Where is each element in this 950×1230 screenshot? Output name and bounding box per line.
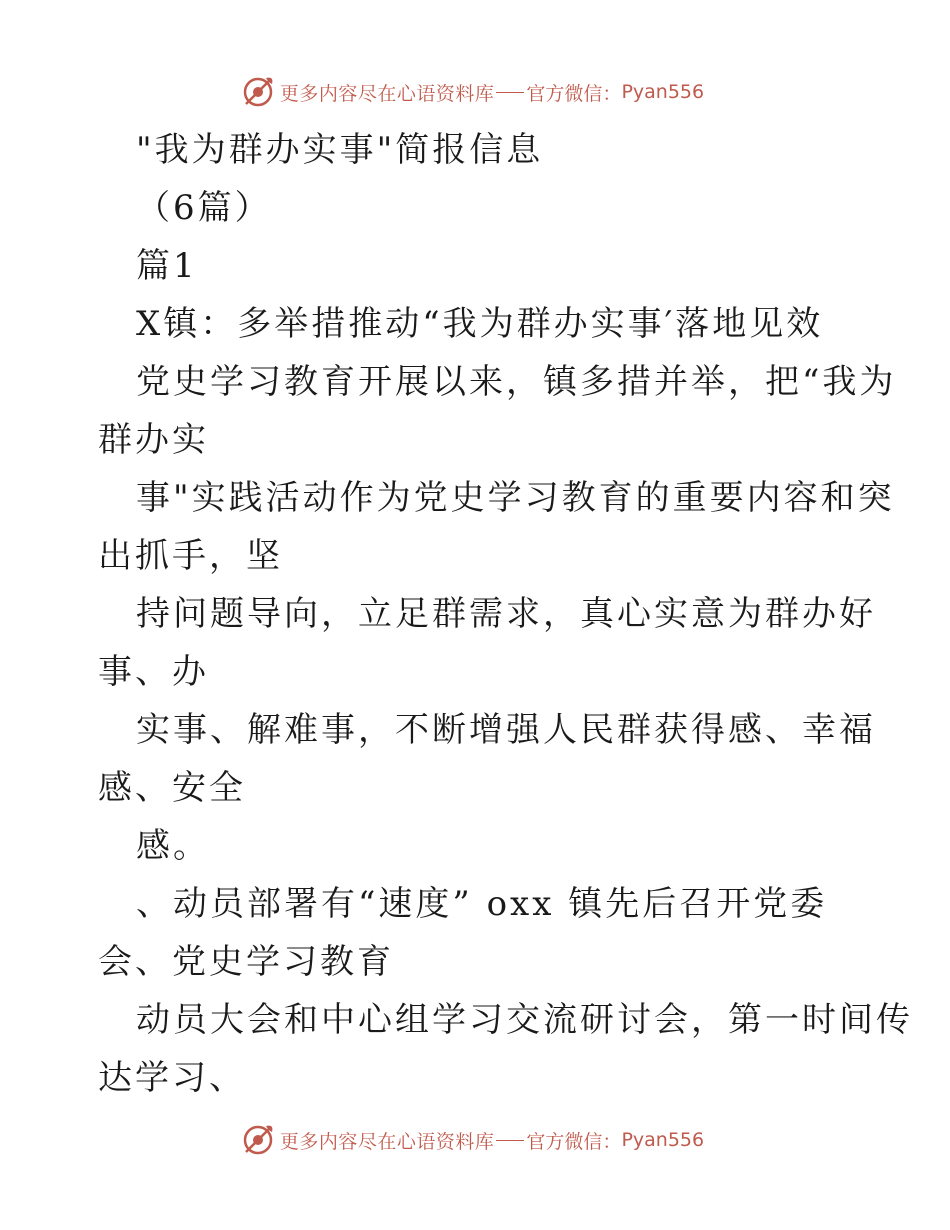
paragraph-line: 感。 [136,826,210,866]
paragraph-line: 会、党史学习教育 [98,942,394,982]
watermark-main-text: 更多内容尽在心语资料库 [279,82,495,105]
paragraph-line: 持问题导向，立足群需求，真心实意为群办好 [136,594,876,634]
watermark-separator [496,92,524,93]
paragraph-line: 实事、解难事，不断增强人民群获得感、幸福 [136,710,876,750]
paragraph-line: 事、办 [98,652,209,692]
watermark-separator [496,1140,524,1141]
quill-logo-icon [240,1122,276,1158]
paragraph-line: 群办实 [98,420,209,460]
watermark-official-text: 官方微信： [526,1130,622,1153]
paragraph-line: 事"实践活动作为党史学习教育的重要内容和突 [136,478,895,518]
quill-logo-icon [240,74,276,110]
footer-watermark [0,1120,950,1160]
watermark-wechat-id: Pyan556 [621,1129,705,1151]
paragraph-line: 感、安全 [98,768,246,808]
paragraph-line: 党史学习教育开展以来，镇多措并举，把“我为 [136,362,897,402]
watermark-main-text: 更多内容尽在心语资料库 [279,1130,495,1153]
watermark-wechat-id: Pyan556 [621,81,705,103]
document-title: "我为群办实事"简报信息 [136,130,544,170]
paragraph-line: 达学习、 [98,1058,246,1098]
section-heading: 篇1 [136,246,198,286]
paragraph-line: 动员大会和中心组学习交流研讨会，第一时间传 [136,1000,913,1040]
document-subtitle: （6篇） [136,188,272,228]
article-headline: X镇：多举措推动“我为群办实事′落地见效 [136,304,824,344]
watermark-official-text: 官方微信： [526,82,622,105]
paragraph-line: 、动员部署有“速度” oxx 镇先后召开党委 [136,884,828,924]
header-watermark [0,72,950,112]
paragraph-line: 出抓手，坚 [98,536,283,576]
